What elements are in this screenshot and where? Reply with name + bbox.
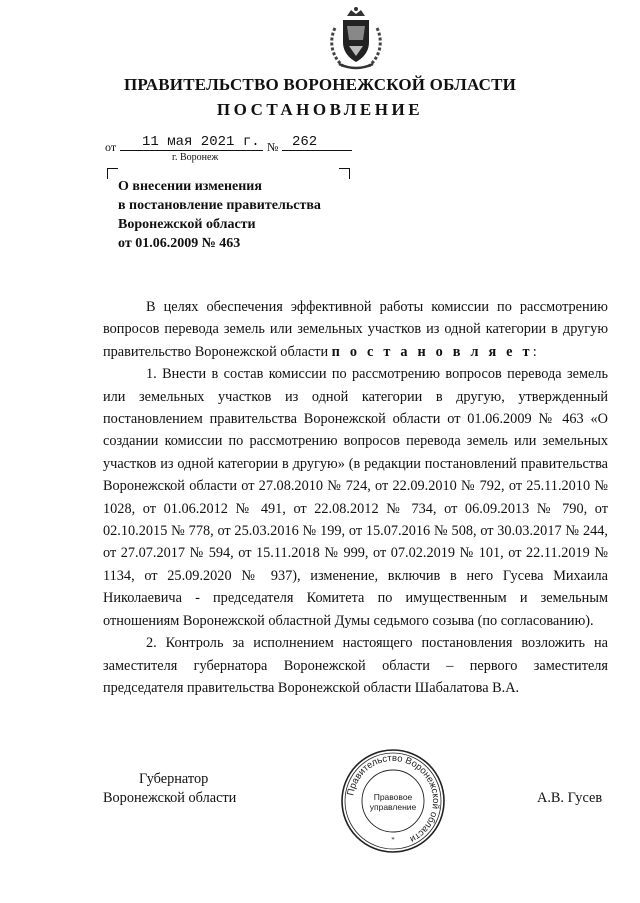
stamp-center-line: Правовое xyxy=(373,792,413,802)
subject-line: Воронежской области xyxy=(118,217,256,232)
svg-text:*: * xyxy=(391,836,395,844)
preamble-paragraph: В целях обеспечения эффективной работы комиссии по рассмотрению вопросов перевода земель или земельных участков из одной категории в другую правительство Воронежской области п о с т а н о в л я е т: xyxy=(103,299,608,360)
stamp-center-line: управление xyxy=(369,802,417,812)
number-label: № xyxy=(267,140,279,154)
city-label: г. Воронеж xyxy=(172,152,219,163)
signatory-title: Губернатор Воронежской области xyxy=(103,771,237,806)
subject-line: О внесении изменения xyxy=(118,179,262,194)
resolves-word: п о с т а н о в л я е т xyxy=(331,343,533,360)
clause-1-paragraph: 1. Внести в состав комиссии по рассмотрению вопросов перевода земель или земельных участков из одной категории в другую, утвержденный постановлением правительства Воронежской области от 01.06.2009 № 463 «О создании комиссии по рассмотрению вопросов перевода земель или земельных участков из одной категории в другую» (в редакции постановлений правительства Воронежской области от 27.08.2010 № 724, от 22.09.2010 № 792, от 25.11.2010 № 1028, от 01.06.2012 № 491, от 22.08.2012 № 734, от 06.09.2013 № 790, от 02.10.2015 № 778, от 25.03.2016 № 199, от 15.07.2016 № 508, от 30.03.2017 № 244, от 27.07.2017 № 594, от 15.11.2018 № 999, от 07.02.2019 № 101, от 22.11.2019 № 1134, от 25.09.2020 № 937), изменение, включив в него Гусева Михаила Николаевича - председателя Комитета по имущественным и земельным отношениям Воронежской областной Думы седьмого созыва (по согласованию). xyxy=(103,366,608,629)
government-heading: ПРАВИТЕЛЬСТВО ВОРОНЕЖСКОЙ ОБЛАСТИ xyxy=(123,75,517,94)
subject-line: в постановление правительства xyxy=(118,198,321,213)
document-type-heading: ПОСТАНОВЛЕНИЕ xyxy=(216,100,424,119)
document-date: 11 мая 2021 г. xyxy=(142,134,260,150)
from-label: от xyxy=(105,140,117,154)
date-number-line xyxy=(105,134,365,154)
subject-block xyxy=(118,177,321,253)
left-corner-bracket xyxy=(107,168,118,179)
official-stamp xyxy=(340,748,446,854)
stamp-ring-text: Правительство Воронежской области xyxy=(345,752,442,845)
subject-line: от 01.06.2009 № 463 xyxy=(118,236,241,251)
coat-of-arms-emblem xyxy=(327,6,385,72)
document-number: 262 xyxy=(292,134,318,150)
right-corner-bracket xyxy=(339,168,350,179)
document-body xyxy=(103,296,608,699)
signatory-name: А.В. Гусев xyxy=(537,790,603,806)
clause-2-paragraph: 2. Контроль за исполнением настоящего постановления возложить на заместителя губернатора Воронежской области – первого заместителя председателя правительства Воронежской области Шабалатова В.А. xyxy=(103,635,608,696)
